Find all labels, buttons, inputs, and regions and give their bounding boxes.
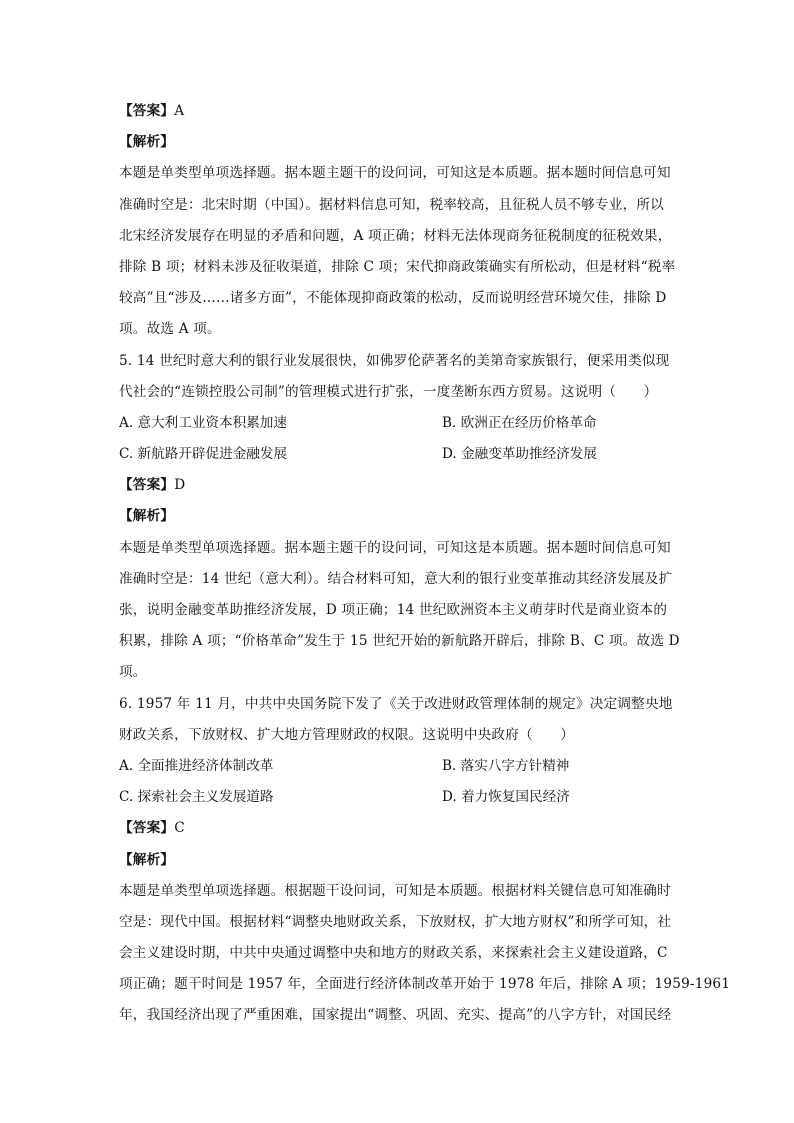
- q5-answer-line: [119, 470, 681, 501]
- q6-analysis-line: 年，我国经济出现了严重困难，国家提出“调整、巩固、充实、提高”的八字方针，对国民经: [119, 1007, 672, 1024]
- q4-analysis-line: 本题是单类型单项选择题。据本题主题干的设问词，可知这是本质题。据本题时间信息可知: [119, 165, 671, 182]
- q6-analysis-label: 【解析】: [119, 851, 175, 868]
- q5-analysis-line: 项。: [119, 664, 147, 681]
- q6-answer-label: 【答案】: [119, 820, 175, 837]
- q5-option-d: D. 金融变革助推经济发展: [442, 446, 597, 463]
- q6-answer-line: [119, 813, 681, 844]
- q6-analysis-line: 会主义建设时期，中共中央通过调整中央和地方的财政关系，来探索社会主义建设道路，C: [119, 945, 668, 962]
- q6-analysis-line: 项正确；题干时间是 1957 年，全面进行经济体制改革开始于 1978 年后，排除 A 项；1959-1961: [119, 976, 731, 993]
- q4-analysis-line: 北宋经济发展存在明显的矛盾和问题，A 项正确；材料无法体现商务征税制度的征税效果，: [119, 227, 672, 244]
- q6-options-row-2: [119, 782, 681, 813]
- q4-analysis-line: 较高”且“涉及……诸多方面”，不能体现抑商政策的松动，反而说明经营环境欠佳，排除 D: [119, 290, 667, 307]
- q6-option-d: D. 着力恢复国民经济: [442, 789, 570, 806]
- q5-stem-line: 代社会的“连锁控股公司制”的管理模式进行扩张，一度垄断东西方贸易。这说明（ ）: [119, 383, 658, 400]
- q5-analysis-line: 准确时空是：14 世纪（意大利）。结合材料可知，意大利的银行业变革推动其经济发展及扩: [119, 570, 673, 587]
- q5-option-b: B. 欧洲正在经历价格革命: [442, 414, 597, 431]
- q4-answer-line: [119, 96, 681, 127]
- q5-analysis-line: 张，说明金融变革助推经济发展，D 项正确；14 世纪欧洲资本主义萌芽时代是商业资本的: [119, 602, 668, 618]
- q4-analysis-line: 排除 B 项；材料未涉及征收渠道，排除 C 项；宋代抑商政策确实有所松动，但是材料“税率: [119, 258, 676, 275]
- q6-answer-value: C: [174, 820, 185, 837]
- q5-option-a: A. 意大利工业资本积累加速: [119, 414, 287, 431]
- q5-options-row-2: [119, 439, 681, 470]
- q4-answer-label: 【答案】: [119, 103, 175, 119]
- q5-analysis-line: 本题是单类型单项选择题。据本题主题干的设问词，可知这是本质题。据本题时间信息可知: [119, 539, 671, 556]
- q4-analysis-line: 项。故选 A 项。: [119, 321, 221, 338]
- q4-analysis-label: 【解析】: [119, 134, 175, 151]
- q6-option-a: A. 全面推进经济体制改革: [119, 757, 274, 774]
- q5-answer-label: 【答案】: [119, 477, 175, 494]
- q5-stem-line: 5. 14 世纪时意大利的银行业发展很快，如佛罗伦萨著名的美第奇家族银行，便采用类似现: [119, 352, 670, 369]
- q5-answer-value: D: [174, 477, 186, 494]
- q5-option-c: C. 新航路开辟促进金融发展: [119, 446, 288, 463]
- q6-option-c: C. 探索社会主义发展道路: [119, 789, 274, 806]
- q5-analysis-line: 积累，排除 A 项；“价格革命”发生于 15 世纪开始的新航路开辟后，排除 B、C 项。故选 D: [119, 633, 680, 650]
- q6-analysis-line: 空是：现代中国。根据材料“调整央地财政关系，下放财权，扩大地方财权”和所学可知，社: [119, 913, 672, 930]
- q6-analysis-line: 本题是单类型单项选择题。根据题干设问词，可知是本质题。根据材料关键信息可知准确时: [119, 882, 671, 899]
- q6-stem-line: 财政关系，下放财权、扩大地方管理财政的权限。这说明中央政府（ ）: [119, 726, 575, 743]
- q6-options-row-1: [119, 751, 681, 782]
- q5-options-row-1: [119, 408, 681, 439]
- q4-answer-value: A: [174, 103, 185, 119]
- q4-analysis-line: 准确时空是：北宋时期（中国）。据材料信息可知，税率较高，且征税人员不够专业，所以: [119, 196, 664, 213]
- q6-stem-line: 6. 1957 年 11 月，中共中央国务院下发了《关于改进财政管理体制的规定》决定调整央地: [119, 695, 673, 712]
- q5-analysis-label: 【解析】: [119, 508, 175, 525]
- document-page: [119, 96, 731, 1032]
- q6-option-b: B. 落实八字方针精神: [442, 757, 570, 774]
